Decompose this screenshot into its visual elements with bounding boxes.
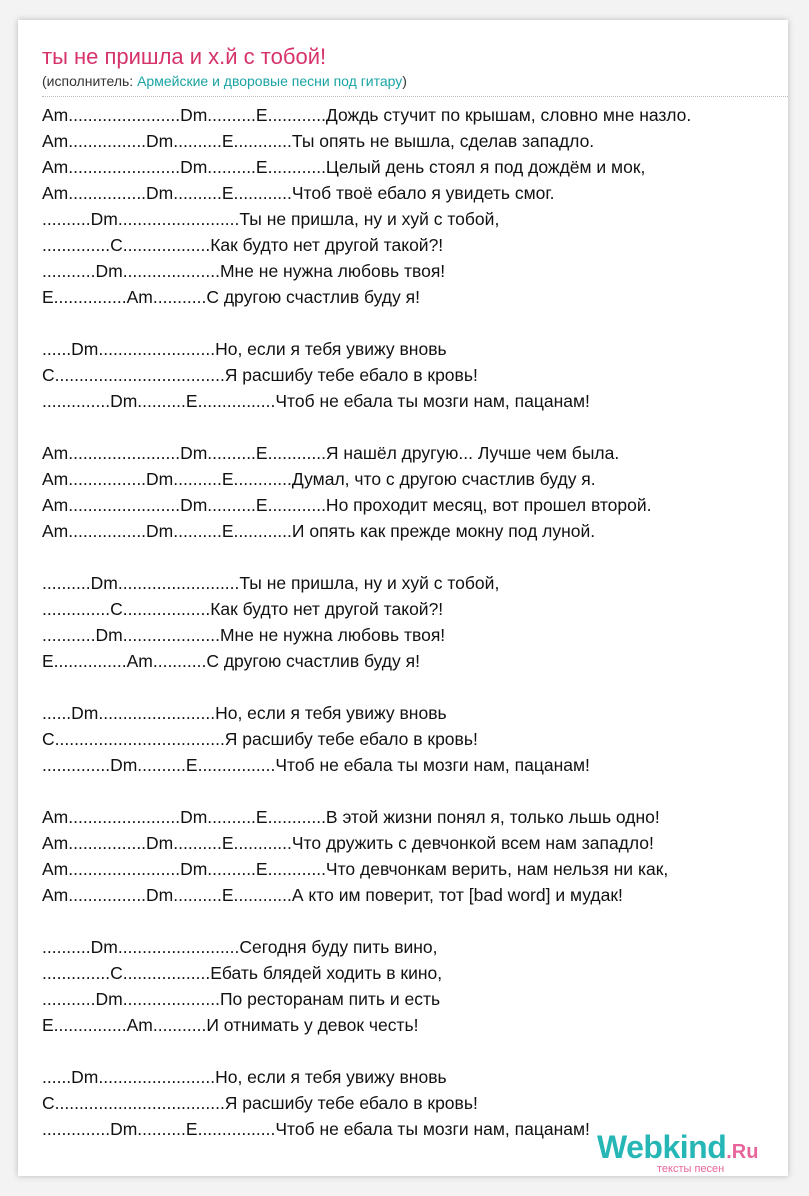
lyric-line: Am................Dm..........E............А кто им поверит, тот [bad word] и мудак! — [42, 885, 623, 905]
lyrics-body — [42, 102, 788, 1168]
lyric-line: Am................Dm..........E............И опять как прежде мокну под луной. — [42, 521, 596, 541]
lyric-stanza — [42, 934, 788, 1038]
artist-prefix: (исполнитель: — [42, 73, 138, 89]
lyric-stanza — [42, 804, 788, 908]
lyric-line: C...................................Я расшибу тебе ебало в кровь! — [42, 729, 478, 749]
lyric-line: Am.......................Dm..........E............Что девчонкам верить, нам нельзя ни как, — [42, 859, 669, 879]
lyric-line: Am.......................Dm..........E............Дождь стучит по крышам, словно мне назло. — [42, 105, 692, 125]
lyric-line: ......Dm........................Но, если я тебя увижу вновь — [42, 339, 447, 359]
lyric-line: ..............C..................Ебать блядей ходить в кино, — [42, 963, 443, 983]
lyric-line: E...............Am...........С другою счастлив буду я! — [42, 287, 420, 307]
lyric-line: ...........Dm....................Мне не нужна любовь твоя! — [42, 625, 446, 645]
lyric-line: Am................Dm..........E............Что дружить с девчонкой всем нам западло! — [42, 833, 654, 853]
lyric-line: ..............C..................Как будто нет другой такой?! — [42, 235, 444, 255]
lyric-stanza — [42, 102, 788, 310]
song-title: ты не пришла и х.й с тобой! — [42, 44, 327, 69]
artist-suffix: ) — [402, 73, 407, 89]
logo-name: Webkind — [597, 1129, 727, 1165]
lyric-line: ...........Dm....................Мне не нужна любовь твоя! — [42, 261, 446, 281]
lyric-line: Am.......................Dm..........E............Целый день стоял я под дождём и мок, — [42, 157, 646, 177]
lyrics-sheet — [18, 20, 788, 1176]
lyric-line: ..........Dm.........................Ты не пришла, ну и хуй с тобой, — [42, 573, 500, 593]
lyric-line: ..............Dm..........E................Чтоб не ебала ты мозги нам, пацанам! — [42, 1119, 590, 1139]
logo-tagline: тексты песен — [657, 1163, 725, 1175]
logo-tld: .Ru — [726, 1141, 759, 1163]
lyric-line: ...........Dm....................По ресторанам пить и есть — [42, 989, 441, 1009]
lyric-line: ......Dm........................Но, если я тебя увижу вновь — [42, 1067, 447, 1087]
lyric-line: ......Dm........................Но, если я тебя увижу вновь — [42, 703, 447, 723]
lyric-line: Am................Dm..........E............Чтоб твоё ебало я увидеть смог. — [42, 183, 555, 203]
lyric-stanza — [42, 336, 788, 414]
lyric-stanza — [42, 440, 788, 544]
artist-line — [42, 73, 407, 89]
lyric-line: Am.......................Dm..........E............Но проходит месяц, вот прошел второй. — [42, 495, 652, 515]
title-divider — [42, 96, 788, 97]
webkind-logo — [593, 1129, 762, 1175]
lyric-line: ..........Dm.........................Сегодня буду пить вино, — [42, 937, 438, 957]
lyric-line: ..............C..................Как будто нет другой такой?! — [42, 599, 444, 619]
lyric-line: Am................Dm..........E............Думал, что с другою счастлив буду я. — [42, 469, 596, 489]
lyric-line: ..........Dm.........................Ты не пришла, ну и хуй с тобой, — [42, 209, 500, 229]
lyric-line: ..............Dm..........E................Чтоб не ебала ты мозги нам, пацанам! — [42, 755, 590, 775]
lyric-line: Am.......................Dm..........E............Я нашёл другую... Лучше чем была. — [42, 443, 620, 463]
artist-link[interactable]: Армейские и дворовые песни под гитару — [137, 73, 403, 89]
lyric-line: C...................................Я расшибу тебе ебало в кровь! — [42, 365, 478, 385]
lyric-line: Am.......................Dm..........E............В этой жизни понял я, только льшь одно! — [42, 807, 660, 827]
lyric-stanza — [42, 700, 788, 778]
lyric-line: E...............Am...........И отнимать у девок честь! — [42, 1015, 419, 1035]
lyric-stanza — [42, 570, 788, 674]
lyric-line: C...................................Я расшибу тебе ебало в кровь! — [42, 1093, 478, 1113]
lyric-line: E...............Am...........С другою счастлив буду я! — [42, 651, 420, 671]
lyric-line: Am................Dm..........E............Ты опять не вышла, сделав западло. — [42, 131, 595, 151]
lyric-line: ..............Dm..........E................Чтоб не ебала ты мозги нам, пацанам! — [42, 391, 590, 411]
